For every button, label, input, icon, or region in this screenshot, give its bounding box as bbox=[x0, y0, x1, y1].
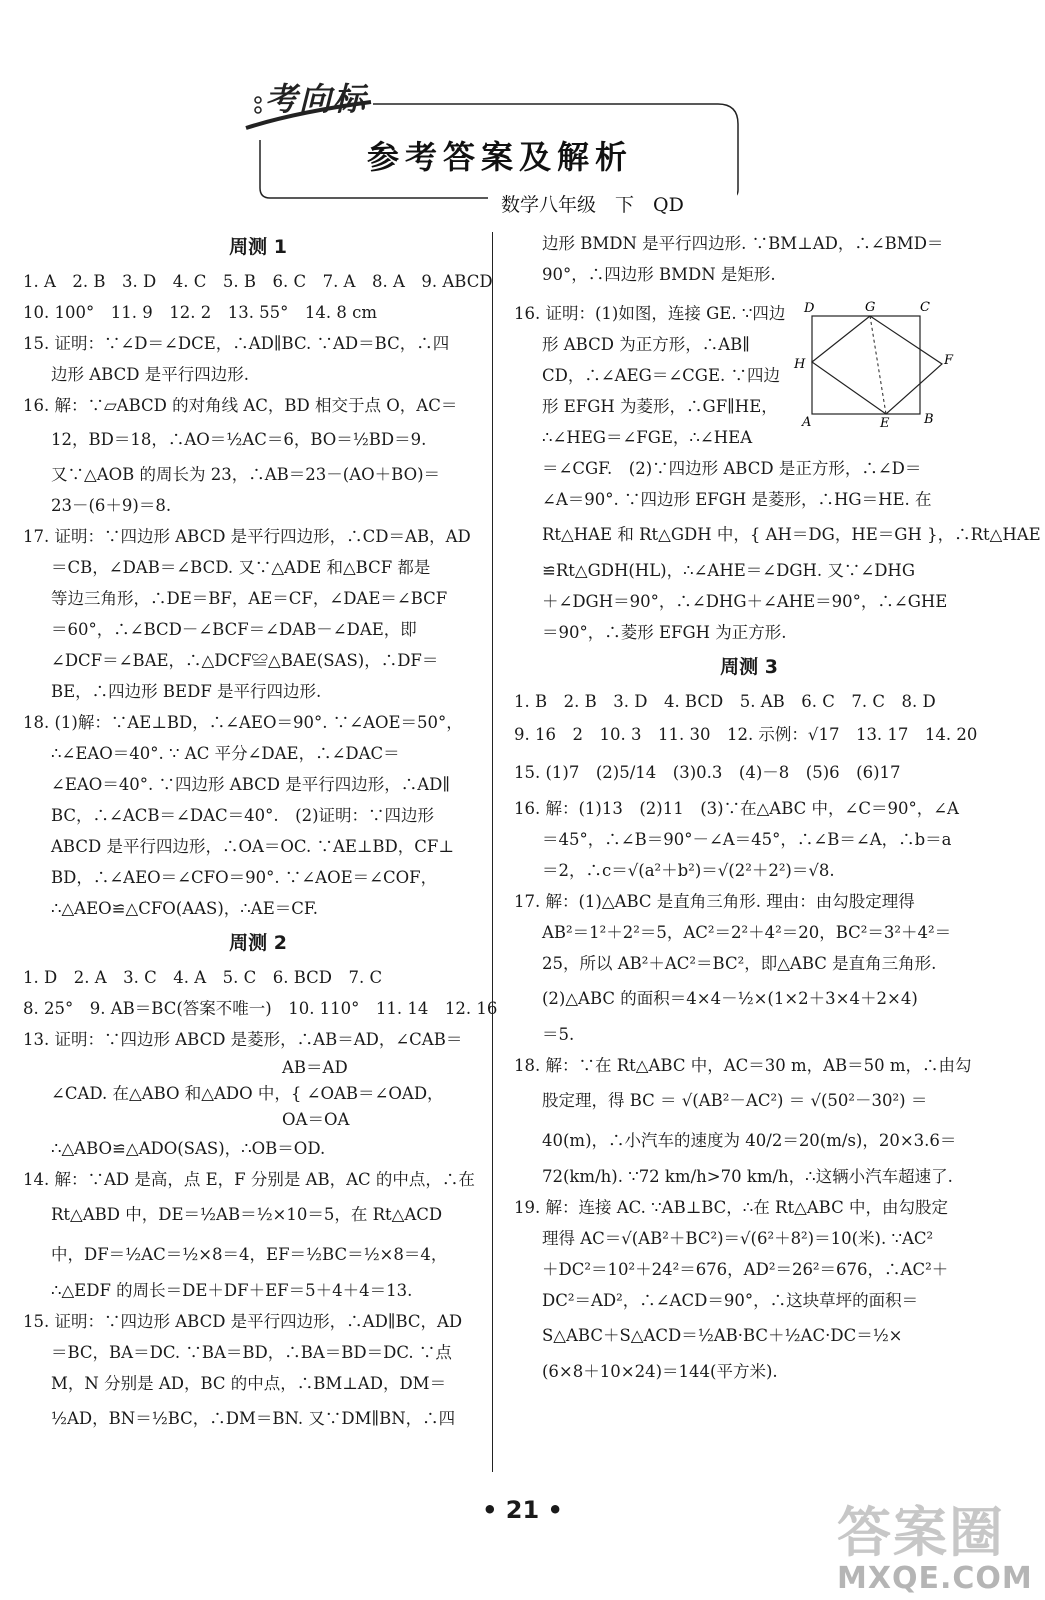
answer-line: 17. 证明：∵四边形 ABCD 是平行四边形，∴CD＝AB，AD bbox=[23, 527, 471, 546]
fig-label-B: B bbox=[924, 412, 934, 427]
answer-line: 15. 证明：∵四边形 ABCD 是平行四边形，∴AD∥BC，AD bbox=[23, 1312, 463, 1331]
answer-line: ≌Rt△GDH(HL)，∴∠AHE＝∠DGH. 又∵∠DHG bbox=[542, 561, 915, 580]
answer-line: ＋DC²＝10²＋24²＝676，AD²＝26²＝676，∴AC²＋ bbox=[542, 1260, 949, 1279]
answer-line: ＝∠CGF. (2)∵四边形 ABCD 是正方形，∴∠D＝ bbox=[542, 459, 922, 478]
answer-line: Rt△ABD 中，DE＝½AB＝½×10＝5，在 Rt△ACD bbox=[51, 1205, 443, 1224]
answer-line: 16. 解：(1)13 (2)11 (3)∵在△ABC 中，∠C＝90°，∠A bbox=[514, 799, 959, 818]
answer-line: 1. A 2. B 3. D 4. C 5. B 6. C 7. A 8. A 9. ABCD bbox=[23, 272, 493, 291]
answer-line: 16. 解：∵▱ABCD 的对角线 AC，BD 相交于点 O，AC＝ bbox=[23, 396, 458, 415]
section-title: 周测 2 bbox=[229, 932, 287, 954]
answer-line: 18. (1)解：∵AE⊥BD，∴∠AEO＝90°. ∵∠AOE＝50°， bbox=[23, 713, 463, 732]
fig-label-C: C bbox=[920, 300, 930, 315]
answer-line: (6×8＋10×24)＝144(平方米). bbox=[542, 1362, 778, 1381]
answer-line: ∴∠HEG＝∠FGE，∴∠HEA bbox=[542, 428, 753, 447]
answer-line: (2)△ABC 的面积＝4×4－½×(1×2＋3×4＋2×4) bbox=[542, 989, 918, 1008]
answer-line: 15. 证明：∵∠D＝∠DCE，∴AD∥BC. ∵AD＝BC，∴四 bbox=[23, 334, 450, 353]
subject-label: 数学八年级 下 QD bbox=[495, 190, 737, 217]
answer-line: 形 EFGH 为菱形，∴GF∥HE， bbox=[542, 397, 778, 416]
answer-line: ABCD 是平行四边形，∴OA＝OC. ∵AE⊥BD，CF⊥ bbox=[51, 837, 454, 856]
answer-line: ∠EAO＝40°. ∵四边形 ABCD 是平行四边形，∴AD∥ bbox=[51, 775, 451, 794]
answer-line: AB²＝1²＋2²＝5，AC²＝2²＋4²＝20，BC²＝3²＋4²＝ bbox=[542, 923, 952, 942]
fig-label-G: G bbox=[865, 300, 876, 315]
answer-line: ∠DCF＝∠BAE，∴△DCF≌△BAE(SAS)，∴DF＝ bbox=[51, 651, 439, 670]
answer-line: ∴△AEO≌△CFO(AAS)，∴AE＝CF. bbox=[51, 899, 319, 918]
answer-line: 等边三角形，∴DE＝BF，AE＝CF，∠DAE＝∠BCF bbox=[51, 589, 448, 608]
answer-line: ＝BC，BA＝DC. ∵BA＝BD，∴BA＝BD＝DC. ∵点 bbox=[51, 1343, 452, 1362]
answer-line: Rt△HAE 和 Rt△GDH 中，{ AH＝DG，HE＝GH }，∴Rt△HAE bbox=[542, 525, 1041, 544]
answer-line: 23－(6＋9)＝8. bbox=[51, 496, 172, 515]
answer-line: ＝2，∴c＝√(a²＋b²)＝√(2²＋2²)＝√8. bbox=[542, 861, 835, 880]
section-title: 周测 1 bbox=[229, 236, 287, 258]
answer-line: ＋∠DGH＝90°，∴∠DHG＋∠AHE＝90°，∴∠GHE bbox=[542, 592, 948, 611]
answer-line: ∠CAD. 在△ABO 和△ADO 中，{ ∠OAB＝∠OAD， bbox=[51, 1084, 444, 1103]
answer-line: 10. 100° 11. 9 12. 2 13. 55° 14. 8 cm bbox=[23, 303, 378, 322]
fig-label-F: F bbox=[944, 353, 954, 368]
answer-line: 16. 证明：(1)如图，连接 GE. ∵四边 bbox=[514, 304, 786, 323]
answer-line: ∴△EDF 的周长＝DE＋DF＋EF＝5＋4＋4＝13. bbox=[51, 1281, 413, 1300]
answer-line: ＝90°，∴菱形 EFGH 为正方形. bbox=[542, 623, 787, 642]
answer-line: 边形 BMDN 是平行四边形. ∵BM⊥AD，∴∠BMD＝ bbox=[542, 234, 944, 253]
answer-line: BD，∴∠AEO＝∠CFO＝90°. ∵∠AOE＝∠COF， bbox=[51, 868, 438, 887]
answer-line: 理得 AC＝√(AB²＋BC²)＝√(6²＋8²)＝10(米). ∵AC² bbox=[542, 1229, 934, 1248]
page-title: 参考答案及解析 bbox=[366, 138, 633, 176]
answer-line: 形 ABCD 为正方形，∴AB∥ bbox=[542, 335, 750, 354]
brand-logo: 考向标 bbox=[265, 80, 368, 118]
answer-line: ∴∠EAO＝40°. ∵ AC 平分∠DAE，∴∠DAC＝ bbox=[51, 744, 400, 763]
answer-line: ＝5. bbox=[542, 1025, 575, 1044]
answer-line: ＝45°，∴∠B＝90°－∠A＝45°，∴∠B＝∠A，∴b＝a bbox=[542, 830, 952, 849]
answer-line: BC，∴∠ACB＝∠DAC＝40°. (2)证明：∵四边形 bbox=[51, 806, 435, 825]
answer-line: ＝CB，∠DAB＝∠BCD. 又∵△ADE 和△BCF 都是 bbox=[51, 558, 431, 577]
answer-line: AB＝AD bbox=[51, 1058, 348, 1077]
answer-line: 8. 25° 9. AB＝BC(答案不唯一) 10. 110° 11. 14 12. 16 bbox=[23, 999, 498, 1018]
fig-label-H: H bbox=[794, 357, 806, 372]
answer-line: ∠A＝90°. ∵四边形 EFGH 是菱形，∴HG＝HE. 在 bbox=[542, 490, 932, 509]
answer-line: 9. 16 2 10. 3 11. 30 12. 示例：√17 13. 17 14. 20 bbox=[514, 725, 978, 744]
answer-line: M，N 分别是 AD，BC 的中点，∴BM⊥AD，DM＝ bbox=[51, 1374, 447, 1393]
answer-line: 19. 解：连接 AC. ∵AB⊥BC，∴在 Rt△ABC 中，由勾股定 bbox=[514, 1198, 948, 1217]
answer-line: 股定理，得 BC ＝ √(AB²－AC²) ＝ √(50²－30²) ＝ bbox=[542, 1091, 928, 1110]
answer-line: 40(m)，∴小汽车的速度为 40/2＝20(m/s)，20×3.6＝ bbox=[542, 1131, 957, 1150]
answer-line: BE，∴四边形 BEDF 是平行四边形. bbox=[51, 682, 322, 701]
answer-line: 90°，∴四边形 BMDN 是矩形. bbox=[542, 265, 776, 284]
answer-line: S△ABC＋S△ACD＝½AB·BC＋½AC·DC＝½× bbox=[542, 1326, 903, 1345]
fig-label-D: D bbox=[804, 301, 815, 316]
answer-line: 1. B 2. B 3. D 4. BCD 5. AB 6. C 7. C 8. D bbox=[514, 692, 936, 711]
geometry-figure bbox=[790, 298, 955, 431]
answer-line: 15. (1)7 (2)5/14 (3)0.3 (4)－8 (5)6 (6)17 bbox=[514, 763, 901, 782]
header bbox=[0, 0, 1045, 225]
answer-line: 边形 ABCD 是平行四边形. bbox=[51, 365, 249, 384]
watermark-cn: 答案圈 bbox=[837, 1501, 1005, 1564]
answer-line: ½AD，BN＝½BC，∴DM＝BN. 又∵DM∥BN，∴四 bbox=[51, 1409, 456, 1428]
answer-line: ＝60°，∴∠BCD－∠BCF＝∠DAB－∠DAE，即 bbox=[51, 620, 417, 639]
answer-line: 72(km/h). ∵72 km/h>70 km/h，∴这辆小汽车超速了. bbox=[542, 1167, 953, 1186]
answer-line: 中，DF＝½AC＝½×8＝4，EF＝½BC＝½×8＝4， bbox=[51, 1245, 448, 1264]
answer-line: 14. 解：∵AD 是高，点 E，F 分别是 AB，AC 的中点，∴在 bbox=[23, 1170, 475, 1189]
answer-line: 12，BD＝18，∴AO＝½AC＝6，BO＝½BD＝9. bbox=[51, 430, 427, 449]
watermark bbox=[837, 1490, 1033, 1596]
answer-line: 25，所以 AB²＋AC²＝BC²，即△ABC 是直角三角形. bbox=[542, 954, 937, 973]
answer-line: OA＝OA bbox=[51, 1110, 350, 1129]
page-number: • 21 • bbox=[482, 1496, 563, 1524]
answer-line: 又∵△AOB 的周长为 23，∴AB＝23－(AO＋BO)＝ bbox=[51, 465, 441, 484]
answer-line: DC²＝AD²，∴∠ACD＝90°，∴这块草坪的面积＝ bbox=[542, 1291, 919, 1310]
answer-line: 13. 证明：∵四边形 ABCD 是菱形，∴AB＝AD，∠CAB＝ bbox=[23, 1030, 463, 1049]
fig-label-A: A bbox=[802, 415, 812, 430]
section-title: 周测 3 bbox=[720, 656, 778, 678]
answer-line: 1. D 2. A 3. C 4. A 5. C 6. BCD 7. C bbox=[23, 968, 383, 987]
fig-label-E: E bbox=[880, 416, 890, 431]
answer-line: CD，∴∠AEG＝∠CGE. ∵四边 bbox=[542, 366, 780, 385]
answer-line: 17. 解：(1)△ABC 是直角三角形. 理由：由勾股定理得 bbox=[514, 892, 915, 911]
answer-line: ∴△ABO≌△ADO(SAS)，∴OB＝OD. bbox=[51, 1139, 326, 1158]
answer-line: 18. 解：∵在 Rt△ABC 中，AC＝30 m，AB＝50 m，∴由勾 bbox=[514, 1056, 972, 1075]
left-column bbox=[23, 228, 498, 1439]
watermark-en: MXQE.COM bbox=[837, 1561, 1033, 1596]
